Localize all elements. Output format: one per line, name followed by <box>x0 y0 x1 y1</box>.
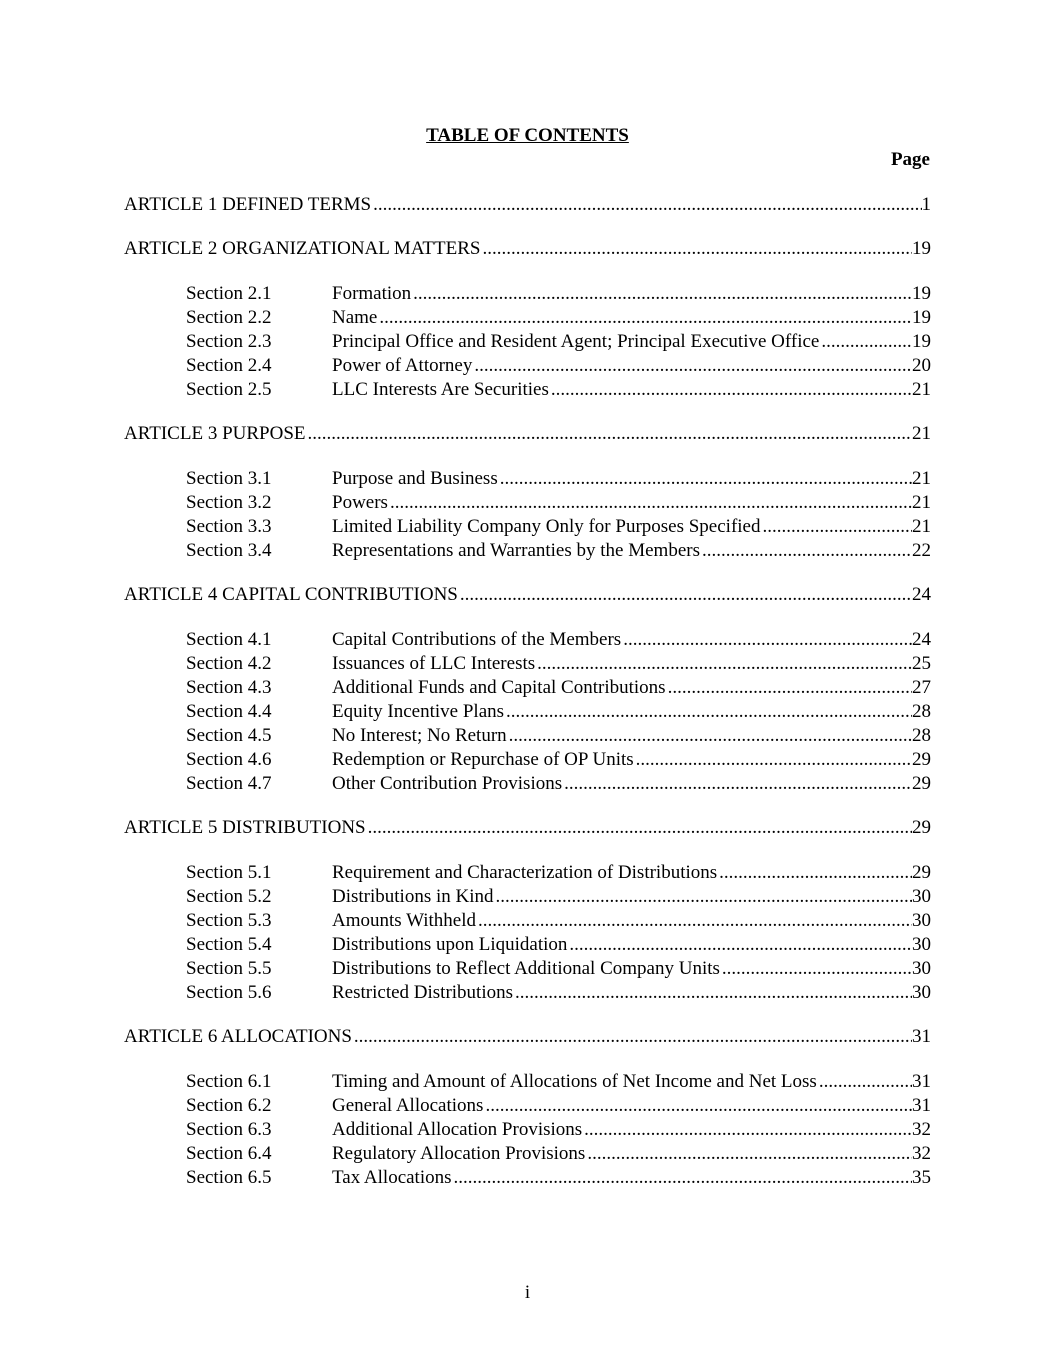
section-number: Section 4.4 <box>186 701 272 722</box>
section-number: Section 4.2 <box>186 653 272 674</box>
toc-section-entry[interactable] <box>124 354 931 378</box>
section-title: Additional Funds and Capital Contributions <box>332 677 666 698</box>
toc-section-entry[interactable] <box>124 772 931 796</box>
toc-section-entry[interactable] <box>124 700 931 724</box>
section-page-number: 30 <box>912 910 931 931</box>
toc-section-entry[interactable] <box>124 306 931 330</box>
section-page-number: 24 <box>912 629 931 650</box>
toc-section-entry[interactable] <box>124 652 931 676</box>
section-title: Distributions upon Liquidation <box>332 934 568 955</box>
toc-article-entry[interactable] <box>124 816 931 840</box>
dot-leader <box>371 193 921 217</box>
section-number: Section 5.4 <box>186 934 272 955</box>
dot-leader <box>507 724 912 748</box>
toc-section-entry[interactable] <box>124 909 931 933</box>
section-number: Section 2.4 <box>186 355 272 376</box>
section-page-number: 30 <box>912 982 931 1003</box>
toc-section-entry[interactable] <box>124 676 931 700</box>
section-title: Purpose and Business <box>332 468 498 489</box>
dot-leader <box>562 772 912 796</box>
article-page-number: 29 <box>912 817 931 838</box>
toc-article-entry[interactable] <box>124 583 931 607</box>
dot-leader <box>634 748 912 772</box>
section-title: Timing and Amount of Allocations of Net Income and Net Loss <box>332 1071 817 1092</box>
page-number-footer: i <box>524 1282 531 1303</box>
section-title: Distributions in Kind <box>332 886 494 907</box>
section-number: Section 4.3 <box>186 677 272 698</box>
section-page-number: 28 <box>912 701 931 722</box>
section-page-number: 30 <box>912 886 931 907</box>
dot-leader <box>717 861 912 885</box>
section-page-number: 30 <box>912 958 931 979</box>
section-page-number: 32 <box>912 1119 931 1140</box>
article-title: ARTICLE 4 CAPITAL CONTRIBUTIONS <box>124 584 458 605</box>
toc-section-entry[interactable] <box>124 981 931 1005</box>
section-page-number: 28 <box>912 725 931 746</box>
section-number: Section 3.1 <box>186 468 272 489</box>
dot-leader <box>498 467 912 491</box>
toc-article <box>124 237 931 402</box>
dot-leader <box>472 354 912 378</box>
article-title: ARTICLE 3 PURPOSE <box>124 423 306 444</box>
article-title: ARTICLE 2 ORGANIZATIONAL MATTERS <box>124 238 481 259</box>
article-page-number: 19 <box>912 238 931 259</box>
section-title: Principal Office and Resident Agent; Principal Executive Office <box>332 331 820 352</box>
toc-article-entry[interactable] <box>124 422 931 446</box>
dot-leader <box>666 676 912 700</box>
toc-section-entry[interactable] <box>124 1094 931 1118</box>
dot-leader <box>306 422 913 446</box>
article-page-number: 1 <box>921 194 931 215</box>
section-page-number: 20 <box>912 355 931 376</box>
section-page-number: 27 <box>912 677 931 698</box>
section-page-number: 21 <box>912 516 931 537</box>
dot-leader <box>621 628 912 652</box>
section-number: Section 5.6 <box>186 982 272 1003</box>
dot-leader <box>452 1166 912 1190</box>
section-number: Section 2.1 <box>186 283 272 304</box>
dot-leader <box>819 330 912 354</box>
article-title: ARTICLE 6 ALLOCATIONS <box>124 1026 352 1047</box>
toc-section-entry[interactable] <box>124 515 931 539</box>
toc-section-entry[interactable] <box>124 1070 931 1094</box>
toc-section-entry[interactable] <box>124 1166 931 1190</box>
toc-section-entry[interactable] <box>124 330 931 354</box>
dot-leader <box>481 237 913 261</box>
article-title: ARTICLE 5 DISTRIBUTIONS <box>124 817 366 838</box>
section-title: Name <box>332 307 378 328</box>
section-title: Restricted Distributions <box>332 982 514 1003</box>
section-number: Section 5.3 <box>186 910 272 931</box>
article-page-number: 21 <box>912 423 931 444</box>
section-number: Section 4.7 <box>186 773 272 794</box>
dot-leader <box>585 1142 912 1166</box>
toc-section-entry[interactable] <box>124 539 931 563</box>
dot-leader <box>513 981 912 1005</box>
dot-leader <box>483 1094 912 1118</box>
toc-section-entry[interactable] <box>124 1118 931 1142</box>
section-number: Section 6.3 <box>186 1119 272 1140</box>
section-title: Distributions to Reflect Additional Company Units <box>332 958 720 979</box>
section-number: Section 4.1 <box>186 629 272 650</box>
section-page-number: 29 <box>912 862 931 883</box>
section-title: Amounts Withheld <box>332 910 477 931</box>
section-number: Section 2.2 <box>186 307 272 328</box>
toc-article <box>124 1025 931 1190</box>
section-page-number: 29 <box>912 773 931 794</box>
dot-leader <box>720 957 912 981</box>
section-title: Power of Attorney <box>332 355 473 376</box>
toc-section-entry[interactable] <box>124 748 931 772</box>
section-page-number: 35 <box>912 1167 931 1188</box>
section-number: Section 6.4 <box>186 1143 272 1164</box>
section-number: Section 5.2 <box>186 886 272 907</box>
toc-article-entry[interactable] <box>124 237 931 261</box>
dot-leader <box>476 909 912 933</box>
dot-leader <box>366 816 912 840</box>
section-title: Limited Liability Company Only for Purposes Specified <box>332 516 761 537</box>
section-number: Section 3.3 <box>186 516 272 537</box>
section-page-number: 30 <box>912 934 931 955</box>
dot-leader <box>458 583 912 607</box>
toc-section-entry[interactable] <box>124 861 931 885</box>
section-title: Capital Contributions of the Members <box>332 629 622 650</box>
section-title: Additional Allocation Provisions <box>332 1119 583 1140</box>
toc-section-entry[interactable] <box>124 282 931 306</box>
toc-section-list <box>124 446 931 563</box>
section-number: Section 6.1 <box>186 1071 272 1092</box>
dot-leader <box>352 1025 912 1049</box>
section-page-number: 19 <box>912 283 931 304</box>
section-title: Representations and Warranties by the Members <box>332 540 700 561</box>
dot-leader <box>761 515 913 539</box>
section-number: Section 4.5 <box>186 725 272 746</box>
section-title: Regulatory Allocation Provisions <box>332 1143 586 1164</box>
toc-section-list <box>124 1049 931 1190</box>
section-title: No Interest; No Return <box>332 725 507 746</box>
toc-title: TABLE OF CONTENTS <box>426 125 629 146</box>
section-page-number: 19 <box>912 307 931 328</box>
dot-leader <box>567 933 912 957</box>
section-title: Issuances of LLC Interests <box>332 653 536 674</box>
toc-article <box>124 422 931 563</box>
section-title: Powers <box>332 492 388 513</box>
toc-section-entry[interactable] <box>124 885 931 909</box>
section-page-number: 31 <box>912 1071 931 1092</box>
section-title: Tax Allocations <box>332 1167 452 1188</box>
article-page-number: 24 <box>912 584 931 605</box>
toc-section-entry[interactable] <box>124 957 931 981</box>
section-number: Section 5.5 <box>186 958 272 979</box>
dot-leader <box>817 1070 912 1094</box>
section-page-number: 19 <box>912 331 931 352</box>
toc-section-entry[interactable] <box>124 378 931 402</box>
toc-section-entry[interactable] <box>124 467 931 491</box>
dot-leader <box>582 1118 912 1142</box>
toc-article <box>124 583 931 796</box>
section-title: Requirement and Characterization of Distributions <box>332 862 718 883</box>
section-page-number: 25 <box>912 653 931 674</box>
section-page-number: 21 <box>912 379 931 400</box>
section-number: Section 5.1 <box>186 862 272 883</box>
section-number: Section 3.2 <box>186 492 272 513</box>
section-number: Section 2.5 <box>186 379 272 400</box>
toc-section-list <box>124 607 931 796</box>
dot-leader <box>388 491 912 515</box>
toc-section-entry[interactable] <box>124 1142 931 1166</box>
section-number: Section 2.3 <box>186 331 272 352</box>
section-number: Section 6.5 <box>186 1167 272 1188</box>
section-title: Formation <box>332 283 412 304</box>
section-title: Redemption or Repurchase of OP Units <box>332 749 634 770</box>
section-title: LLC Interests Are Securities <box>332 379 549 400</box>
dot-leader <box>535 652 912 676</box>
dot-leader <box>549 378 912 402</box>
section-number: Section 6.2 <box>186 1095 272 1116</box>
dot-leader <box>411 282 912 306</box>
toc-article-entry[interactable] <box>124 193 931 217</box>
section-number: Section 4.6 <box>186 749 272 770</box>
section-page-number: 31 <box>912 1095 931 1116</box>
toc-section-list <box>124 840 931 1005</box>
article-page-number: 31 <box>912 1026 931 1047</box>
dot-leader <box>700 539 912 563</box>
toc-section-entry[interactable] <box>124 933 931 957</box>
dot-leader <box>377 306 912 330</box>
section-title: Other Contribution Provisions <box>332 773 563 794</box>
toc-section-entry[interactable] <box>124 491 931 515</box>
page-column-heading: Page <box>890 149 930 170</box>
article-title: ARTICLE 1 DEFINED TERMS <box>124 194 372 215</box>
section-page-number: 32 <box>912 1143 931 1164</box>
section-page-number: 22 <box>912 540 931 561</box>
section-page-number: 29 <box>912 749 931 770</box>
toc-section-entry[interactable] <box>124 628 931 652</box>
section-title: Equity Incentive Plans <box>332 701 505 722</box>
dot-leader <box>494 885 912 909</box>
toc-section-entry[interactable] <box>124 724 931 748</box>
dot-leader <box>504 700 912 724</box>
toc-section-list <box>124 261 931 402</box>
section-number: Section 3.4 <box>186 540 272 561</box>
table-of-contents <box>124 193 931 1210</box>
section-title: General Allocations <box>332 1095 484 1116</box>
toc-article <box>124 193 931 217</box>
toc-article <box>124 816 931 1005</box>
section-page-number: 21 <box>912 492 931 513</box>
toc-article-entry[interactable] <box>124 1025 931 1049</box>
section-page-number: 21 <box>912 468 931 489</box>
